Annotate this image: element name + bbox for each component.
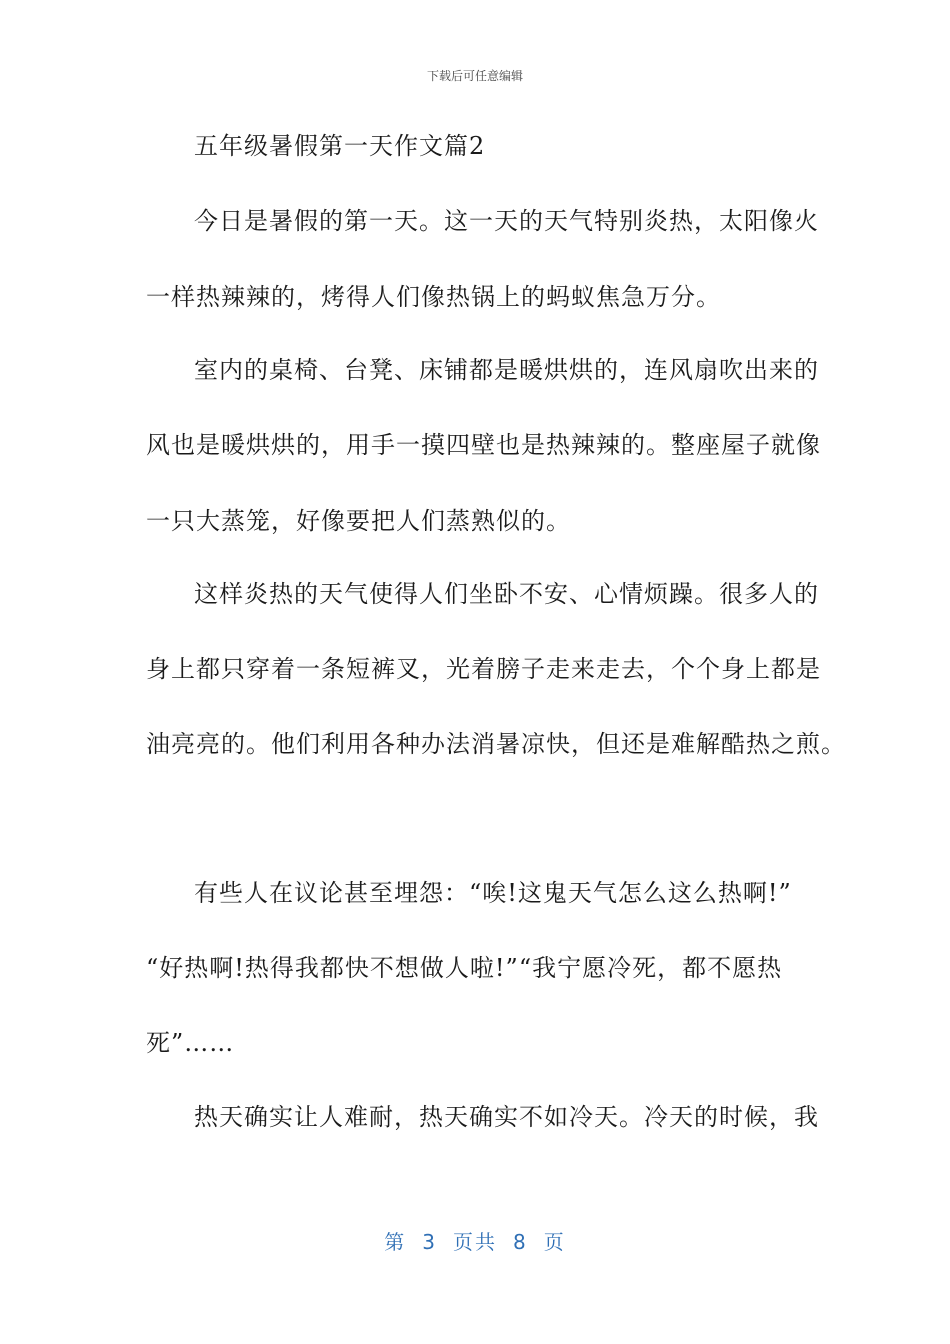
current-page-number: 3 [422, 1230, 437, 1254]
paragraph-line: 身上都只穿着一条短裤叉，光着膀子走来走去，个个身上都是 [146, 655, 821, 683]
essay-title: 五年级暑假第一天作文篇2 [194, 132, 486, 160]
total-pages-number: 8 [513, 1230, 528, 1254]
page-label-prefix: 第 [384, 1230, 407, 1254]
paragraph-line: 今日是暑假的第一天。这一天的天气特别炎热，太阳像火 [194, 207, 819, 235]
paragraph-line: 死”…… [146, 1029, 235, 1057]
paragraph-line: 室内的桌椅、台凳、床铺都是暖烘烘的，连风扇吹出来的 [194, 356, 819, 384]
paragraph-line: 油亮亮的。他们利用各种办法消暑凉快，但还是难解酷热之煎。 [146, 730, 846, 758]
page-number-footer [0, 1226, 950, 1255]
page-label-mid: 页共 [453, 1230, 497, 1254]
paragraph-line: 热天确实让人难耐，热天确实不如冷天。冷天的时候，我 [194, 1103, 819, 1131]
paragraph-line: 有些人在议论甚至埋怨：“唉!这鬼天气怎么这么热啊!” [194, 879, 792, 907]
page-label-suffix: 页 [543, 1230, 566, 1254]
paragraph-line: 一只大蒸笼，好像要把人们蒸熟似的。 [146, 507, 571, 535]
header-note: 下载后可任意编辑 [426, 69, 523, 83]
paragraph-line: 风也是暖烘烘的，用手一摸四壁也是热辣辣的。整座屋子就像 [146, 431, 821, 459]
paragraph-line: 一样热辣辣的，烤得人们像热锅上的蚂蚁焦急万分。 [146, 283, 721, 311]
paragraph-line: “好热啊!热得我都快不想做人啦!”“我宁愿冷死，都不愿热 [146, 954, 783, 982]
paragraph-line: 这样炎热的天气使得人们坐卧不安、心情烦躁。很多人的 [194, 580, 819, 608]
